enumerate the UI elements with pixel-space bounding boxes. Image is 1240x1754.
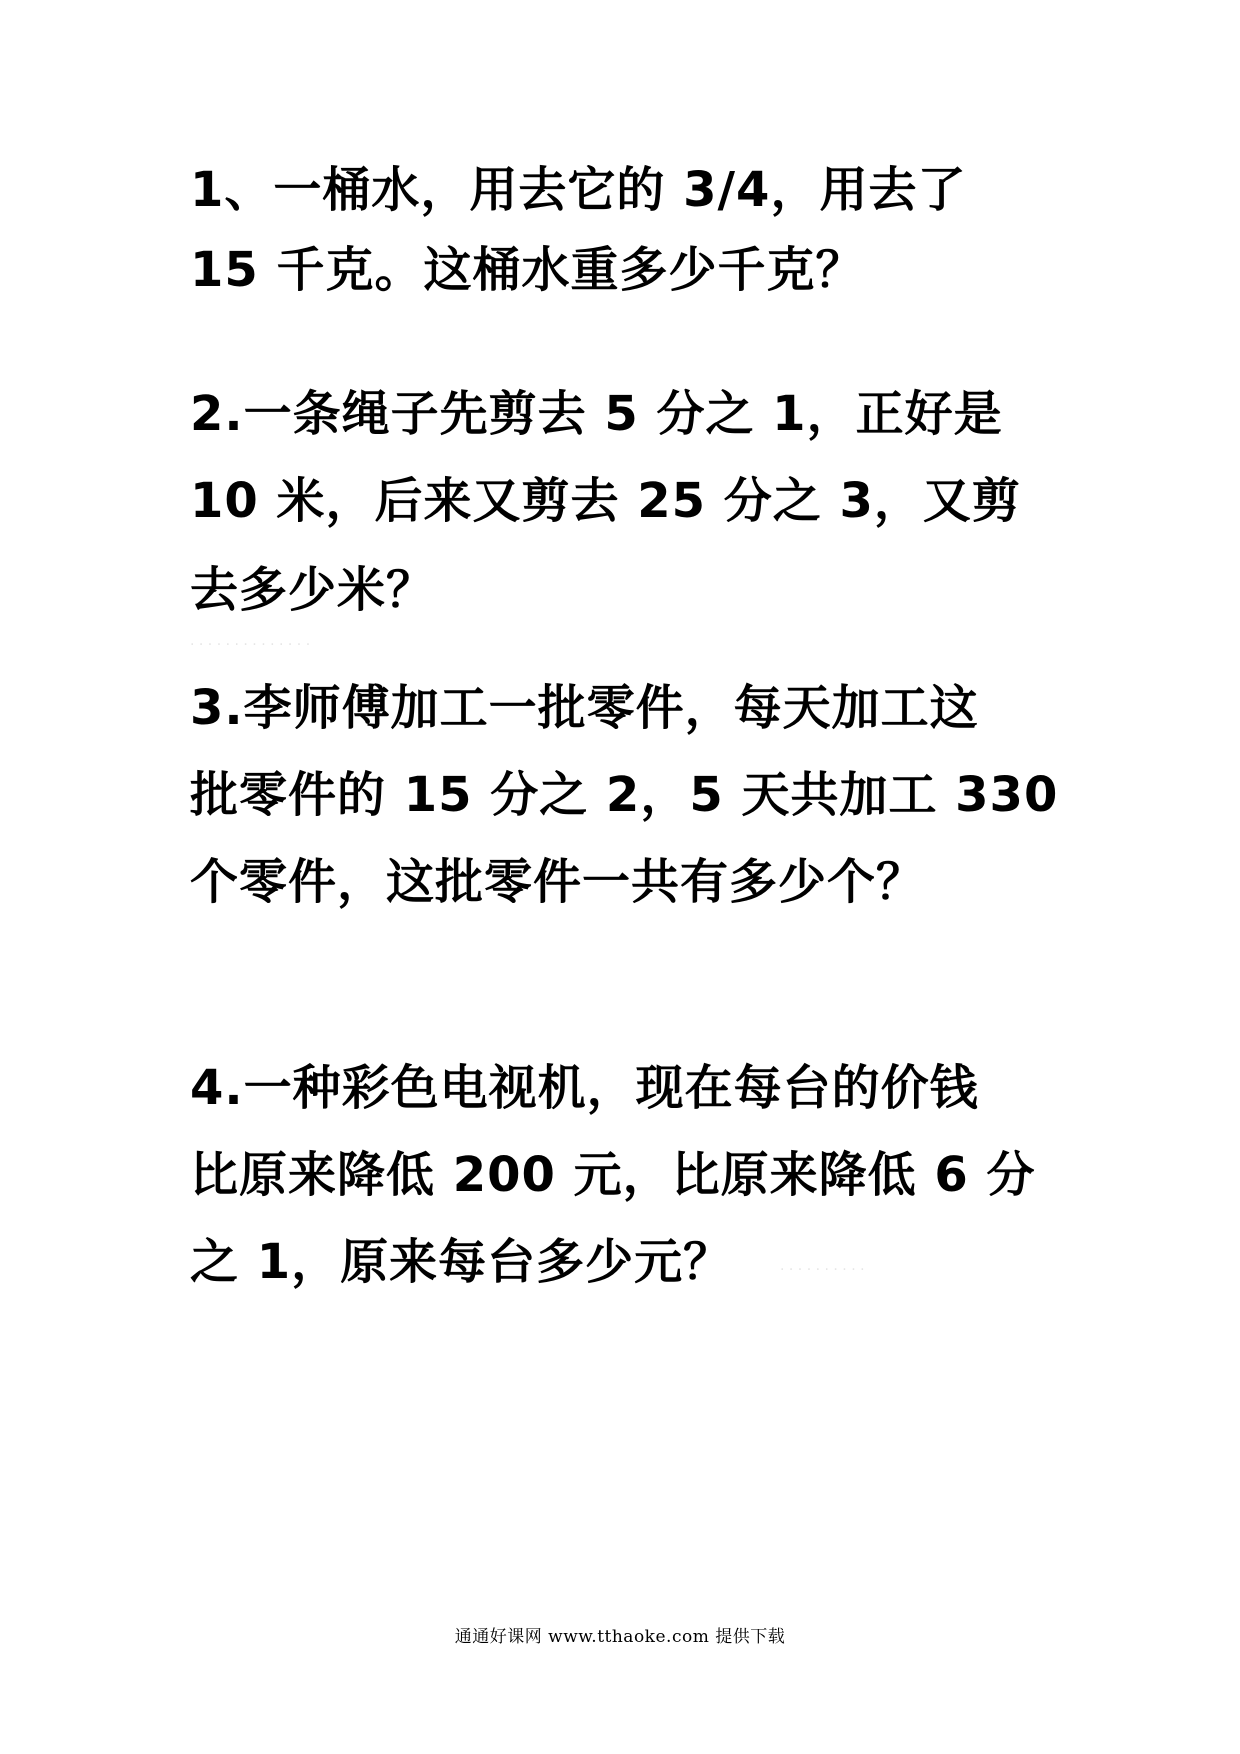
problem-2-line-2: 10 米，后来又剪去 25 分之 3，又剪 bbox=[190, 473, 1021, 529]
problem-2-line-1: 2.一条绳子先剪去 5 分之 1，正好是 bbox=[190, 386, 1003, 442]
problem-2-line-3: 去多少米？ bbox=[190, 562, 436, 618]
problem-4-line-3: 之 1，原来每台多少元？ bbox=[190, 1234, 733, 1290]
problem-1-line-1: 1、一桶水，用去它的 3/4，用去了 bbox=[190, 162, 967, 218]
problem-3-line-1: 3.李师傅加工一批零件，每天加工这 bbox=[190, 680, 979, 736]
problem-4-line-2: 比原来降低 200 元，比原来降低 6 分 bbox=[190, 1147, 1036, 1203]
page-footer: 通通好课网 www.tthaoke.com 提供下载 bbox=[454, 1627, 786, 1647]
problem-3-line-2: 批零件的 15 分之 2，5 天共加工 330 bbox=[190, 767, 1059, 823]
faint-watermark-2: · · · · · · · · · · bbox=[780, 1262, 865, 1278]
faint-watermark: · · · · · · · · · · · · · · bbox=[190, 637, 311, 653]
problem-1-line-2: 15 千克。这桶水重多少千克？ bbox=[190, 242, 865, 298]
problem-4-line-1: 4.一种彩色电视机，现在每台的价钱 bbox=[190, 1060, 979, 1116]
problem-3-line-3: 个零件，这批零件一共有多少个？ bbox=[190, 854, 926, 910]
